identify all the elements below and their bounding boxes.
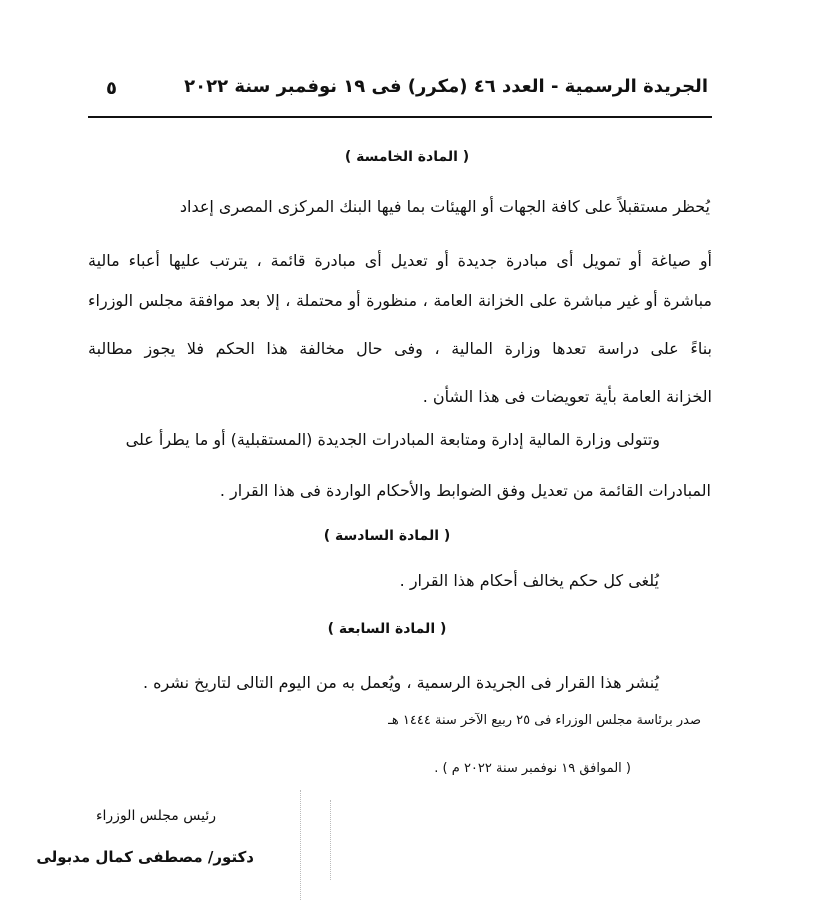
header-title: الجريدة الرسمية - العدد ٤٦ (مكرر) فى ١٩ نوفمبر سنة ٢٠٢٢ [184, 76, 708, 97]
issuance-date: ( الموافق ١٩ نوفمبر سنة ٢٠٢٢ م ) . [434, 761, 631, 776]
article-5-para2-line: وتتولى وزارة المالية إدارة ومتابعة المبادرات الجديدة (المستقبلية) أو ما يطرأ على [125, 430, 660, 449]
article-6-text: يُلغى كل حكم يخالف أحكام هذا القرار . [399, 571, 659, 590]
article-7-text: يُنشر هذا القرار فى الجريدة الرسمية ، ويُعمل به من اليوم التالى لتاريخ نشره . [142, 673, 659, 692]
scan-noise [300, 790, 301, 900]
scan-noise [330, 800, 331, 880]
article-5-line: بناءً على دراسة تعدها وزارة المالية ، وفى حال مخالفة هذا الحكم فلا يجوز مطالبة [88, 339, 712, 358]
article-5-heading: ( المادة الخامسة ) [344, 149, 470, 165]
article-5-line: مباشرة أو غير مباشرة على الخزانة العامة ، منظورة أو محتملة ، إلا بعد موافقة مجلس الوزراء [88, 291, 712, 310]
article-7-heading: ( المادة السابعة ) [327, 621, 447, 637]
signature-title: رئيس مجلس الوزراء [95, 808, 216, 824]
article-5-line: يُحظر مستقبلاً على كافة الجهات أو الهيئات بما فيها البنك المركزى المصرى إعداد [179, 197, 710, 216]
header-rule [88, 116, 712, 118]
article-5-line: أو صياغة أو تمويل أى مبادرة جديدة أو تعديل أى مبادرة قائمة ، يترتب عليها أعباء مالية [88, 251, 712, 270]
issuance-line: صدر برئاسة مجلس الوزراء فى ٢٥ ربيع الآخر سنة ١٤٤٤ هـ [388, 713, 701, 728]
article-6-heading: ( المادة السادسة ) [323, 528, 451, 544]
article-5-line: الخزانة العامة بأية تعويضات فى هذا الشأن . [422, 387, 712, 406]
page-number: ٥ [106, 78, 117, 99]
article-5-para2-line: المبادرات القائمة من تعديل وفق الضوابط والأحكام الواردة فى هذا القرار . [219, 481, 711, 500]
signature-name: دكتور/ مصطفى كمال مدبولى [36, 848, 254, 866]
